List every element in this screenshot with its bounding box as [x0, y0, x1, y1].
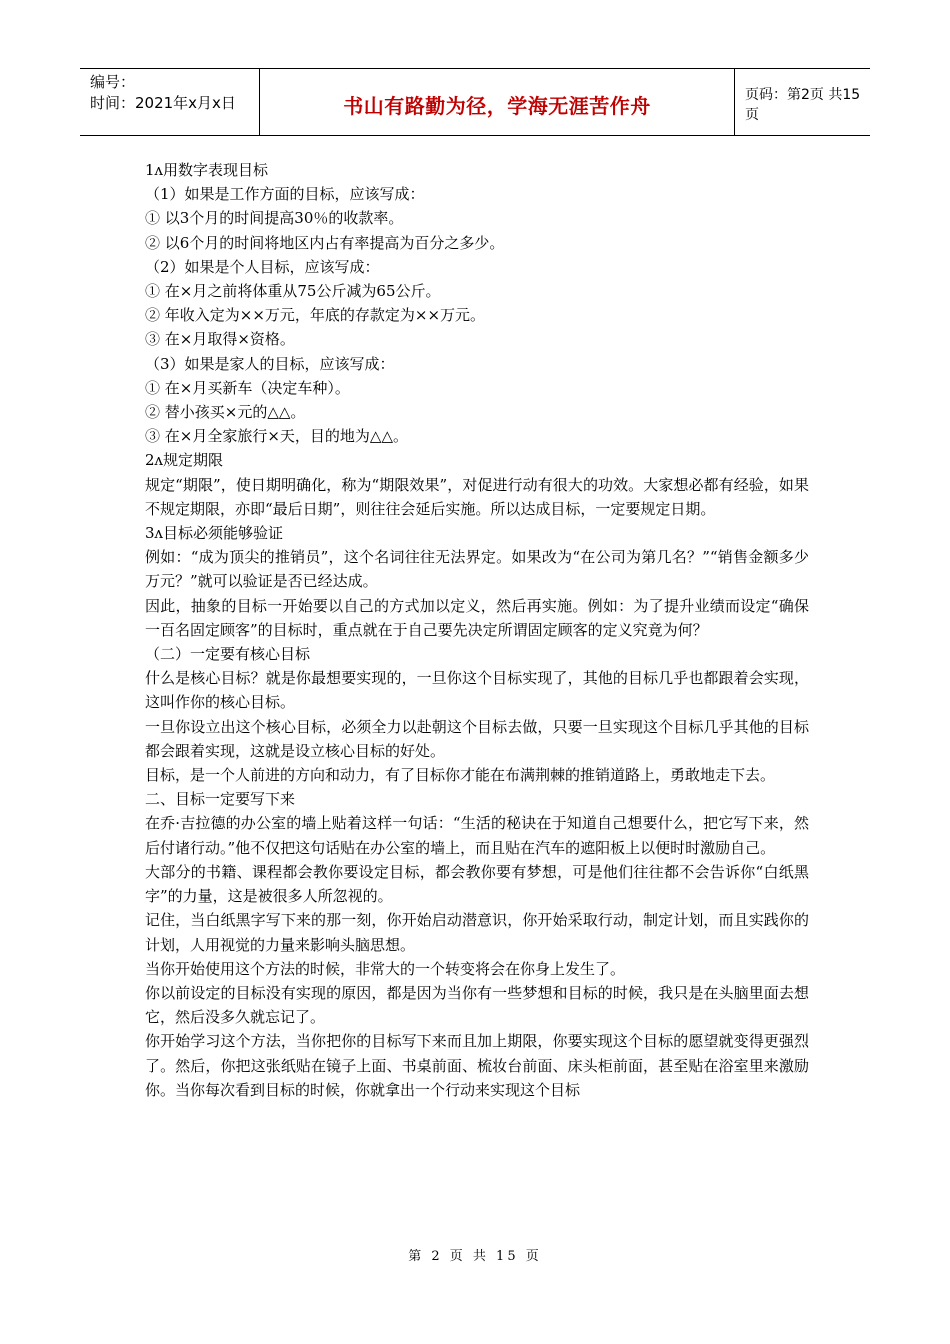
paragraph: ③ 在×月取得×资格。 — [145, 330, 295, 349]
paragraph: 例如：“成为顶尖的推销员”，这个名词往往无法界定。如果改为“在公司为第几名？”“销售金额多少万元？”就可以验证是否已经达成。 — [145, 548, 809, 591]
paragraph: （1）如果是工作方面的目标，应该写成： — [145, 185, 425, 204]
paragraph: ① 在×月之前将体重从75公斤减为65公斤。 — [145, 282, 441, 301]
paragraph: ① 以3个月的时间提高30％的收款率。 — [145, 209, 404, 228]
header-motto: 书山有路勤为径，学海无涯苦作舟 — [260, 69, 735, 135]
paragraph: ② 以6个月的时间将地区内占有率提高为百分之多少。 — [145, 233, 505, 252]
page-header — [80, 68, 870, 136]
paragraph: 你以前设定的目标没有实现的原因，都是因为当你有一些梦想和目标的时候，我只是在头脑里面去想它，然后没多久就忘记了。 — [145, 983, 809, 1027]
document-body — [145, 158, 809, 1102]
paragraph: ② 替小孩买×元的△△。 — [145, 403, 306, 422]
header-meta — [80, 69, 260, 135]
paragraph: 记住，当白纸黑字写下来的那一刻，你开始启动潜意识，你开始采取行动，制定计划，而且实践你的计划，人用视觉的力量来影响头脑思想。 — [145, 911, 809, 954]
header-page-label: 页码：第2页 共15页 — [745, 87, 861, 123]
paragraph: 3ʌ目标必须能够验证 — [145, 524, 284, 543]
paragraph: 一旦你设立出这个核心目标，必须全力以赴朝这个目标去做，只要一旦实现这个目标几乎其他的目标都会跟着实现，这就是设立核心目标的好处。 — [145, 717, 809, 760]
paragraph: （二）一定要有核心目标 — [145, 645, 311, 664]
paragraph: ① 在×月买新车（决定车种）。 — [145, 378, 350, 397]
document-date-label: 时间：2021年x月x日 — [90, 94, 236, 112]
paragraph: 2ʌ规定期限 — [145, 451, 224, 470]
paragraph: （2）如果是个人目标，应该写成： — [145, 257, 380, 276]
page-footer: 第 2 页 共 15 页 — [408, 1249, 542, 1264]
paragraph: 你开始学习这个方法，当你把你的目标写下来而且加上期限，你要实现这个目标的愿望就变得更强烈了。然后，你把这张纸贴在镜子上面、书桌前面、梳妆台前面、床头柜前面，甚至贴在浴室里来激励你。当你每次看到目标的时候，你就拿出一个行动来实现这个目标 — [145, 1032, 809, 1099]
paragraph: 什么是核心目标？就是你最想要实现的，一旦你这个目标实现了，其他的目标几乎也都跟着会实现，这叫作你的核心目标。 — [145, 669, 809, 712]
paragraph: ② 年收入定为××万元，年底的存款定为××万元。 — [145, 306, 486, 325]
paragraph: 因此，抽象的目标一开始要以自己的方式加以定义，然后再实施。例如：为了提升业绩而设定“确保一百名固定顾客”的目标时，重点就在于自己要先决定所谓固定顾客的定义究竟为何？ — [145, 596, 809, 639]
paragraph: ③ 在×月全家旅行×天，目的地为△△。 — [145, 427, 408, 446]
paragraph: 1ʌ用数字表现目标 — [145, 161, 269, 179]
document-number-label: 编号： — [90, 73, 136, 91]
paragraph: 大部分的书籍、课程都会教你要设定目标，都会教你要有梦想，可是他们往往都不会告诉你“白纸黑字”的力量，这是被很多人所忽视的。 — [145, 862, 809, 906]
paragraph: 规定“期限”，使日期明确化，称为“期限效果”，对促进行动有很大的功效。大家想必都有经验，如果不规定期限，亦即“最后日期”，则往往会延后实施。所以达成目标，一定要规定日期。 — [145, 475, 809, 518]
paragraph: 目标，是一个人前进的方向和动力，有了目标你才能在布满荆棘的推销道路上，勇敢地走下去。 — [145, 766, 776, 785]
paragraph: 当你开始使用这个方法的时候，非常大的一个转变将会在你身上发生了。 — [145, 959, 626, 978]
paragraph: （3）如果是家人的目标，应该写成： — [145, 354, 395, 373]
paragraph: 二、目标一定要写下来 — [145, 790, 296, 809]
paragraph: 在乔·吉拉德的办公室的墙上贴着这样一句话：“生活的秘诀在于知道自己想要什么，把它写下来，然后付诸行动。”他不仅把这句话贴在办公室的墙上，而且贴在汽车的遮阳板上以便时时激励自己。 — [145, 814, 809, 857]
